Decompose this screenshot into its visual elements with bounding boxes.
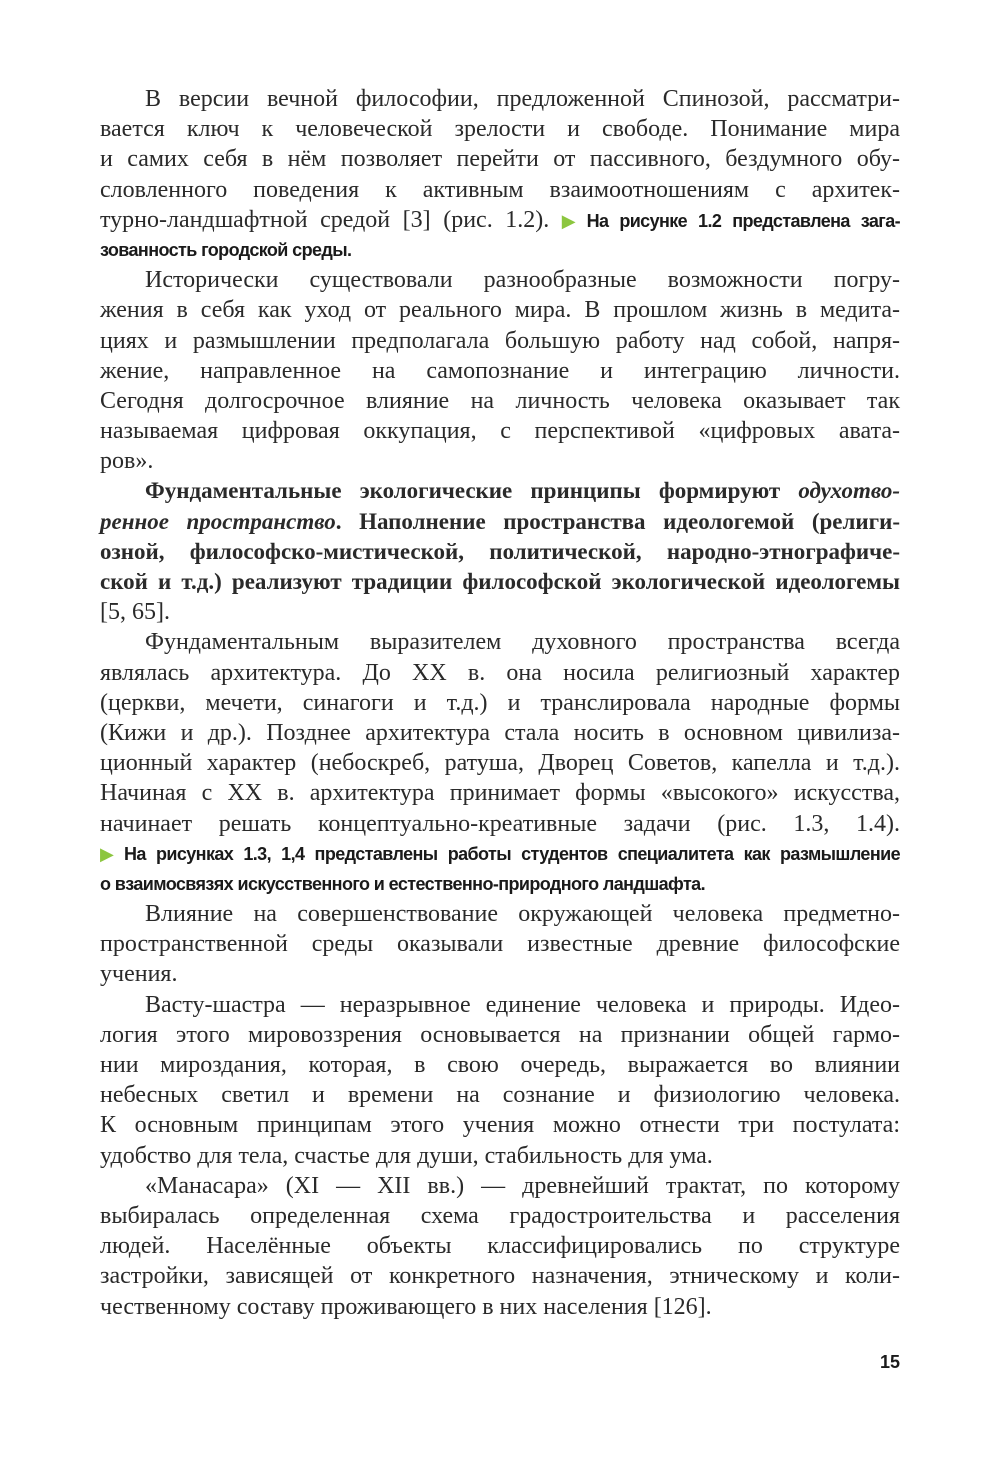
text-run: (церкви, мечети, синагоги и т.д.) и транслировала народные формы bbox=[100, 689, 900, 716]
text-line-content bbox=[100, 869, 705, 901]
text-run: людей. Населённые объекты классифицировались по структуре bbox=[100, 1233, 900, 1260]
text-line bbox=[100, 446, 900, 476]
text-line bbox=[100, 1261, 900, 1291]
text-run: застройки, зависящей от конкретного назначения, этническому и коли- bbox=[100, 1263, 900, 1290]
text-line-content bbox=[100, 416, 900, 449]
page-number: 15 bbox=[879, 1352, 900, 1372]
text-line-content bbox=[100, 959, 177, 992]
text-run: циях и размышлении предполагала большую работу над собой, напря- bbox=[100, 327, 900, 354]
text-line bbox=[100, 658, 900, 688]
text-line-content bbox=[145, 1171, 900, 1204]
text-run: «Манасара» (XI — XII вв.) — древнейший трактат, по которому bbox=[145, 1172, 900, 1199]
text-line bbox=[100, 205, 900, 235]
text-line bbox=[100, 175, 900, 205]
text-line bbox=[100, 1050, 900, 1080]
text-line-content bbox=[145, 476, 900, 509]
text-line bbox=[100, 929, 900, 959]
text-line bbox=[100, 869, 900, 899]
text-line-content bbox=[100, 839, 900, 871]
text-line-content bbox=[100, 114, 900, 147]
figure-caption-text: о взаимосвязях искусственного и естественно-природного ландшафта. bbox=[100, 873, 705, 894]
text-line bbox=[100, 1080, 900, 1110]
text-run: К основным принципам этого учения можно отнести три постулата: bbox=[100, 1112, 900, 1139]
text-line-content bbox=[100, 658, 900, 691]
text-run: Сегодня долгосрочное влияние на личность человека оказывает так bbox=[100, 387, 900, 414]
play-triangle-icon: ▶ bbox=[561, 210, 576, 232]
text-line bbox=[100, 809, 900, 839]
text-run: являлась архитектура. До XX в. она носила религиозный характер bbox=[100, 659, 900, 686]
text-line bbox=[100, 84, 900, 114]
text-run: называемая цифровая оккупация, с перспективой «цифровых авата- bbox=[100, 418, 900, 445]
text-line bbox=[100, 839, 900, 869]
text-run: [5, 65]. bbox=[100, 599, 170, 626]
text-line-content bbox=[100, 235, 351, 267]
text-line-content bbox=[100, 1201, 900, 1234]
text-line bbox=[100, 899, 900, 929]
play-triangle-icon: ▶ bbox=[100, 843, 114, 865]
text-line bbox=[100, 144, 900, 174]
text-line bbox=[100, 507, 900, 537]
text-run: ров». bbox=[100, 448, 154, 475]
text-line-content bbox=[100, 446, 153, 479]
bold-text-run: . Наполнение пространства идеологемой (религи- bbox=[335, 508, 900, 534]
text-run: словленного поведения к активным взаимоотношениям с архитек- bbox=[100, 176, 900, 203]
text-line-content bbox=[100, 688, 900, 721]
text-run: Исторически существовали разнообразные возможности погру- bbox=[145, 267, 900, 294]
text-line-content bbox=[100, 748, 900, 781]
text-line-content bbox=[145, 990, 900, 1023]
text-line-content bbox=[100, 778, 900, 811]
text-line-content bbox=[100, 386, 900, 419]
text-line-content bbox=[100, 1110, 900, 1143]
text-line-content bbox=[100, 507, 900, 540]
text-line-content bbox=[100, 175, 900, 208]
text-line bbox=[100, 295, 900, 325]
text-line bbox=[100, 326, 900, 356]
text-line-content bbox=[145, 627, 900, 660]
text-line bbox=[100, 688, 900, 718]
text-run: Васту-шастра — неразрывное единение человека и природы. Идео- bbox=[145, 991, 900, 1018]
text-run: учения. bbox=[100, 961, 178, 988]
text-run: ционный характер (небоскреб, ратуша, Дворец Советов, капелла и т.д.). bbox=[100, 750, 900, 777]
text-run: начинает решать концептуально-креативные задачи (рис. 1.3, 1.4). bbox=[100, 810, 900, 837]
text-line-content bbox=[100, 1080, 900, 1113]
text-line-content bbox=[100, 929, 900, 962]
text-line bbox=[100, 356, 900, 386]
bold-text-run: Фундаментальные экологические принципы формируют bbox=[145, 478, 799, 504]
text-line bbox=[100, 476, 900, 506]
body-text bbox=[100, 84, 900, 1322]
text-line-content bbox=[100, 1020, 900, 1053]
text-line-content bbox=[100, 144, 900, 177]
text-line bbox=[100, 537, 900, 567]
text-line bbox=[100, 1110, 900, 1140]
text-line bbox=[100, 235, 900, 265]
text-line-content bbox=[100, 1141, 713, 1174]
text-line-content bbox=[145, 84, 900, 117]
text-line-content bbox=[100, 326, 900, 359]
text-run: и самих себя в нём позволяет перейти от пассивного, бездумного обу- bbox=[100, 146, 900, 173]
text-line-content bbox=[100, 567, 900, 600]
bold-text-run: озной, философско-мистической, политической, народно-этнографиче- bbox=[100, 538, 900, 564]
text-run: Начиная с XX в. архитектура принимает формы «высокого» искусства, bbox=[100, 780, 900, 807]
text-run: чественному составу проживающего в них населения [126]. bbox=[100, 1293, 712, 1320]
text-line bbox=[100, 778, 900, 808]
figure-caption-text: На рисунке 1.2 представлена зага- bbox=[575, 210, 900, 231]
text-line bbox=[100, 718, 900, 748]
text-line bbox=[100, 1171, 900, 1201]
text-run: логия этого мировоззрения основывается на признании общей гармо- bbox=[100, 1021, 900, 1048]
text-line-content bbox=[100, 537, 900, 570]
text-line-content bbox=[100, 597, 170, 630]
text-line-content bbox=[145, 899, 900, 932]
text-run: небесных светил и времени на сознание и физиологию человека. bbox=[100, 1082, 900, 1109]
text-run: выбиралась определенная схема градостроительства и расселения bbox=[100, 1202, 900, 1229]
text-line-content bbox=[100, 1050, 900, 1083]
text-line bbox=[100, 748, 900, 778]
figure-caption-text: зованность городской среды. bbox=[100, 239, 352, 260]
text-line bbox=[100, 265, 900, 295]
text-run: удобство для тела, счастье для души, стабильность для ума. bbox=[100, 1142, 713, 1169]
text-run: (Кижи и др.). Позднее архитектура стала носить в основном цивилиза- bbox=[100, 719, 900, 746]
text-line bbox=[100, 567, 900, 597]
text-run: жение, направленное на самопознание и интеграцию личности. bbox=[100, 357, 900, 384]
text-run: Фундаментальным выразителем духовного пространства всегда bbox=[145, 629, 900, 656]
text-run: турно-ландшафтной средой [3] (рис. 1.2). bbox=[100, 206, 562, 233]
bold-text-run: ской и т.д.) реализуют традиции философской экологической идеологемы bbox=[100, 569, 900, 594]
text-line-content bbox=[100, 205, 900, 238]
text-line-content bbox=[100, 1261, 900, 1294]
text-line-content bbox=[100, 809, 900, 842]
text-line bbox=[100, 990, 900, 1020]
text-line bbox=[100, 416, 900, 446]
text-line bbox=[100, 597, 900, 627]
text-line bbox=[100, 1201, 900, 1231]
text-run: Влияние на совершенствование окружающей человека предметно- bbox=[145, 901, 900, 928]
text-line-content bbox=[100, 1231, 900, 1264]
bold-italic-term: одухотво- bbox=[798, 478, 900, 504]
text-line bbox=[100, 1292, 900, 1322]
text-line-content bbox=[100, 1292, 712, 1325]
text-run: нии мироздания, которая, в свою очередь, выражается во влиянии bbox=[100, 1052, 900, 1078]
bold-italic-term: ренное пространство bbox=[100, 508, 336, 534]
text-line-content bbox=[100, 718, 900, 751]
text-line bbox=[100, 1020, 900, 1050]
text-line-content bbox=[100, 356, 900, 389]
text-line bbox=[100, 1141, 900, 1171]
text-line bbox=[100, 627, 900, 657]
text-run: вается ключ к человеческой зрелости и свободе. Понимание мира bbox=[100, 116, 900, 143]
text-line-content bbox=[145, 265, 900, 298]
text-run: жения в себя как уход от реального мира. В прошлом жизнь в медита- bbox=[100, 297, 900, 324]
text-line bbox=[100, 959, 900, 989]
text-run: В версии вечной философии, предложенной Спинозой, рассматри- bbox=[145, 86, 900, 112]
text-run: пространственной среды оказывали известные древние философские bbox=[100, 931, 900, 958]
text-line bbox=[100, 114, 900, 144]
text-line bbox=[100, 386, 900, 416]
text-line-content bbox=[100, 295, 900, 328]
figure-caption-text: На рисунках 1.3, 1,4 представлены работы студентов специалитета как размышление bbox=[113, 843, 900, 864]
text-line bbox=[100, 1231, 900, 1261]
